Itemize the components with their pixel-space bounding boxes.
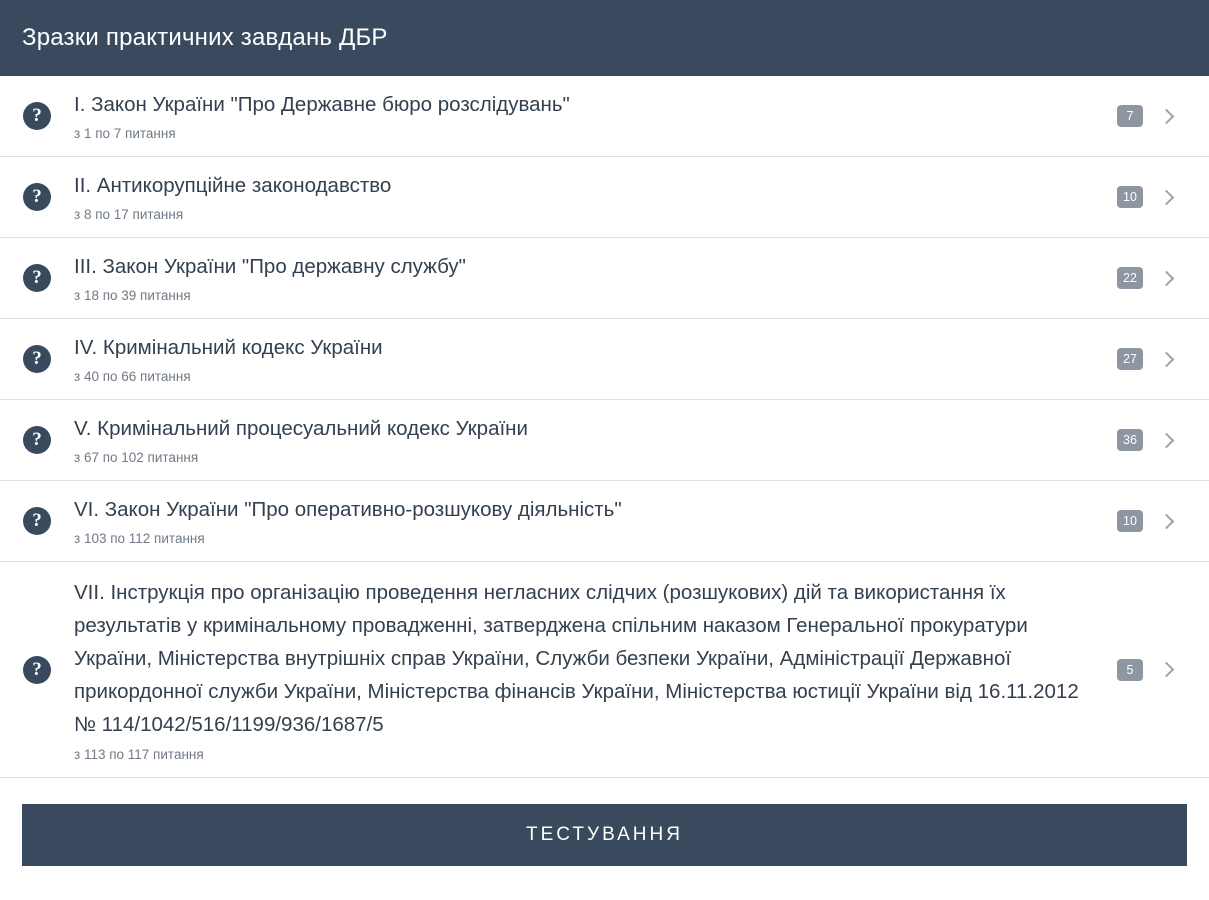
help-circle-icon[interactable]: ?	[23, 264, 51, 292]
list-item-title: I. Закон України "Про Державне бюро розслідувань"	[74, 93, 570, 116]
list-item-title: VII. Інструкція про організацію проведення негласних слідчих (розшукових) дій та використання їх результатів у кримінальному провадженні, затверджена спільним наказом Генеральної прокуратури України, Міністерства внутрішніх справ України, Служби безпеки України, Адміністрації Державної прикордонної служби України, Міністерства фінансів України, Міністерства юстиції України від 16.11.2012 № 114/1042/516/1199/936/1687/5	[74, 581, 1079, 736]
list-item-title: III. Закон України "Про державну службу"	[74, 255, 466, 278]
list-item-range: з 18 по 39 питання	[74, 288, 191, 303]
help-icon-cell[interactable]	[0, 400, 74, 480]
chevron-cell[interactable]	[1161, 562, 1209, 777]
list-item-title: II. Антикорупційне законодавство	[74, 174, 392, 197]
list-item-title: V. Кримінальний процесуальний кодекс України	[74, 417, 528, 440]
status-badge: 10	[1117, 186, 1143, 208]
list-item[interactable]	[0, 400, 1209, 481]
list-item-title: VI. Закон України "Про оперативно-розшукову діяльність"	[74, 498, 622, 521]
start-testing-button[interactable]: ТЕСТУВАННЯ	[22, 804, 1187, 866]
footer	[0, 778, 1209, 866]
help-icon-cell[interactable]	[0, 76, 74, 156]
list-item-title: IV. Кримінальний кодекс України	[74, 336, 383, 359]
list-item-range: з 67 по 102 питання	[74, 450, 199, 465]
status-badge: 27	[1117, 348, 1143, 370]
page-header	[0, 0, 1209, 76]
help-icon-cell[interactable]	[0, 481, 74, 561]
help-circle-icon[interactable]: ?	[23, 183, 51, 211]
chevron-cell[interactable]	[1161, 157, 1209, 237]
list-item-text	[74, 76, 1099, 156]
chevron-right-icon[interactable]	[1159, 270, 1175, 286]
help-icon-cell[interactable]	[0, 238, 74, 318]
list-item-text	[74, 481, 1099, 561]
list-item-text	[74, 319, 1099, 399]
list-item[interactable]	[0, 562, 1209, 777]
list-item[interactable]	[0, 76, 1209, 157]
help-icon-cell[interactable]	[0, 562, 74, 777]
status-badge: 36	[1117, 429, 1143, 451]
badge-cell	[1099, 319, 1161, 399]
help-circle-icon[interactable]: ?	[23, 426, 51, 454]
chevron-cell[interactable]	[1161, 238, 1209, 318]
chevron-right-icon[interactable]	[1159, 662, 1175, 678]
badge-cell	[1099, 76, 1161, 156]
badge-cell	[1099, 238, 1161, 318]
page-title: Зразки практичних завдань ДБР	[22, 24, 388, 51]
list-item-range: з 103 по 112 питання	[74, 531, 205, 546]
chevron-right-icon[interactable]	[1159, 351, 1175, 367]
help-icon-cell[interactable]	[0, 157, 74, 237]
list-item-range: з 113 по 117 питання	[74, 747, 204, 762]
status-badge: 5	[1117, 659, 1143, 681]
chevron-right-icon[interactable]	[1159, 513, 1175, 529]
badge-cell	[1099, 562, 1161, 777]
help-circle-icon[interactable]: ?	[23, 507, 51, 535]
list-item-range: з 40 по 66 питання	[74, 369, 191, 384]
chevron-right-icon[interactable]	[1159, 108, 1175, 124]
status-badge: 10	[1117, 510, 1143, 532]
status-badge: 7	[1117, 105, 1143, 127]
badge-cell	[1099, 481, 1161, 561]
list-item-text	[74, 157, 1099, 237]
chevron-cell[interactable]	[1161, 481, 1209, 561]
help-circle-icon[interactable]: ?	[23, 102, 51, 130]
list-item-range: з 8 по 17 питання	[74, 207, 184, 222]
list-item-text	[74, 400, 1099, 480]
topics-list	[0, 76, 1209, 778]
badge-cell	[1099, 400, 1161, 480]
list-item[interactable]	[0, 319, 1209, 400]
help-circle-icon[interactable]: ?	[23, 656, 51, 684]
list-item-range: з 1 по 7 питання	[74, 126, 176, 141]
list-item[interactable]	[0, 481, 1209, 562]
list-item-text	[74, 238, 1099, 318]
chevron-right-icon[interactable]	[1159, 189, 1175, 205]
chevron-cell[interactable]	[1161, 76, 1209, 156]
status-badge: 22	[1117, 267, 1143, 289]
help-icon-cell[interactable]	[0, 319, 74, 399]
chevron-right-icon[interactable]	[1159, 432, 1175, 448]
list-item[interactable]	[0, 238, 1209, 319]
help-circle-icon[interactable]: ?	[23, 345, 51, 373]
badge-cell	[1099, 157, 1161, 237]
chevron-cell[interactable]	[1161, 400, 1209, 480]
chevron-cell[interactable]	[1161, 319, 1209, 399]
list-item-text	[74, 562, 1099, 777]
list-item[interactable]	[0, 157, 1209, 238]
